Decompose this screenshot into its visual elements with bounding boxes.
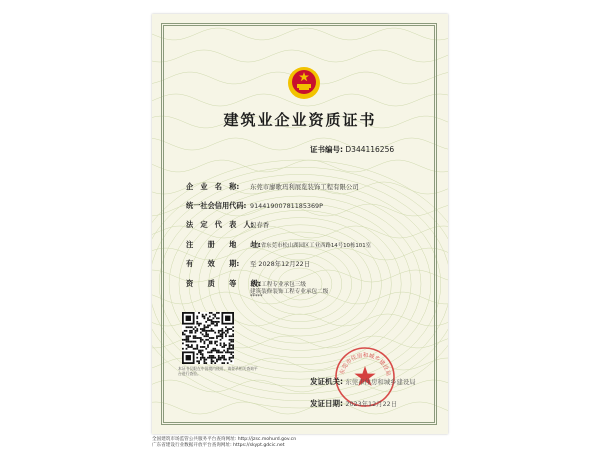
cert-number [310, 144, 394, 155]
field-validity: 有 效 期: 至 2028年12月22日 [186, 259, 311, 268]
certificate [152, 14, 448, 434]
issuer-value: 东莞市住房和城乡建设局 [345, 378, 416, 386]
cert-number-value: D344116256 [345, 145, 395, 154]
footer-line-1: 全国建筑市场监管公共服务平台查询网址: http://jzsc.mohurd.gov.cn [152, 437, 297, 442]
certificate-title: 建筑业企业资质证书 [223, 111, 377, 129]
issue-date-value: 2023年12月22日 [345, 400, 398, 408]
qr-code-icon[interactable] [182, 312, 234, 364]
issuing-authority [310, 376, 416, 387]
qualification-extra-1: 建筑装修装饰工程专业承包二级 [250, 289, 329, 295]
field-qualification: 资 质 等 级:环保工程专业承包三级 [186, 279, 306, 288]
qr-note: 本证书仅限在中国境内使用，请登录相关查询平台进行查验。 [178, 366, 258, 376]
field-company-name: 企 业 名 称: 东莞市廖歌玛利展览装饰工程有限公司 [186, 182, 359, 191]
field-legal-rep: 法 定 代 表 人:包春香 [186, 220, 270, 229]
national-emblem-icon [287, 66, 321, 100]
field-credit-code: 统一社会信用代码: 91441900781185369P [186, 201, 323, 210]
footer-notes [152, 437, 296, 449]
svg-text:东莞市住房和城乡建设局: 东莞市住房和城乡建设局 [339, 352, 391, 377]
qualification-extra-2: ***** [250, 294, 263, 300]
issuer-label: 发证机关: [310, 377, 343, 386]
field-address: 注 册 地 址:广东省东莞市松山湖园区工业西路14号10栋101室 [186, 240, 372, 249]
footer-line-2: 广东省建设行业数据开放平台查询网址: https://skypt.gdcic.net [152, 443, 285, 448]
cert-number-label: 证书编号: [310, 145, 343, 154]
issue-date [310, 398, 397, 409]
issue-date-label: 发证日期: [310, 399, 343, 408]
